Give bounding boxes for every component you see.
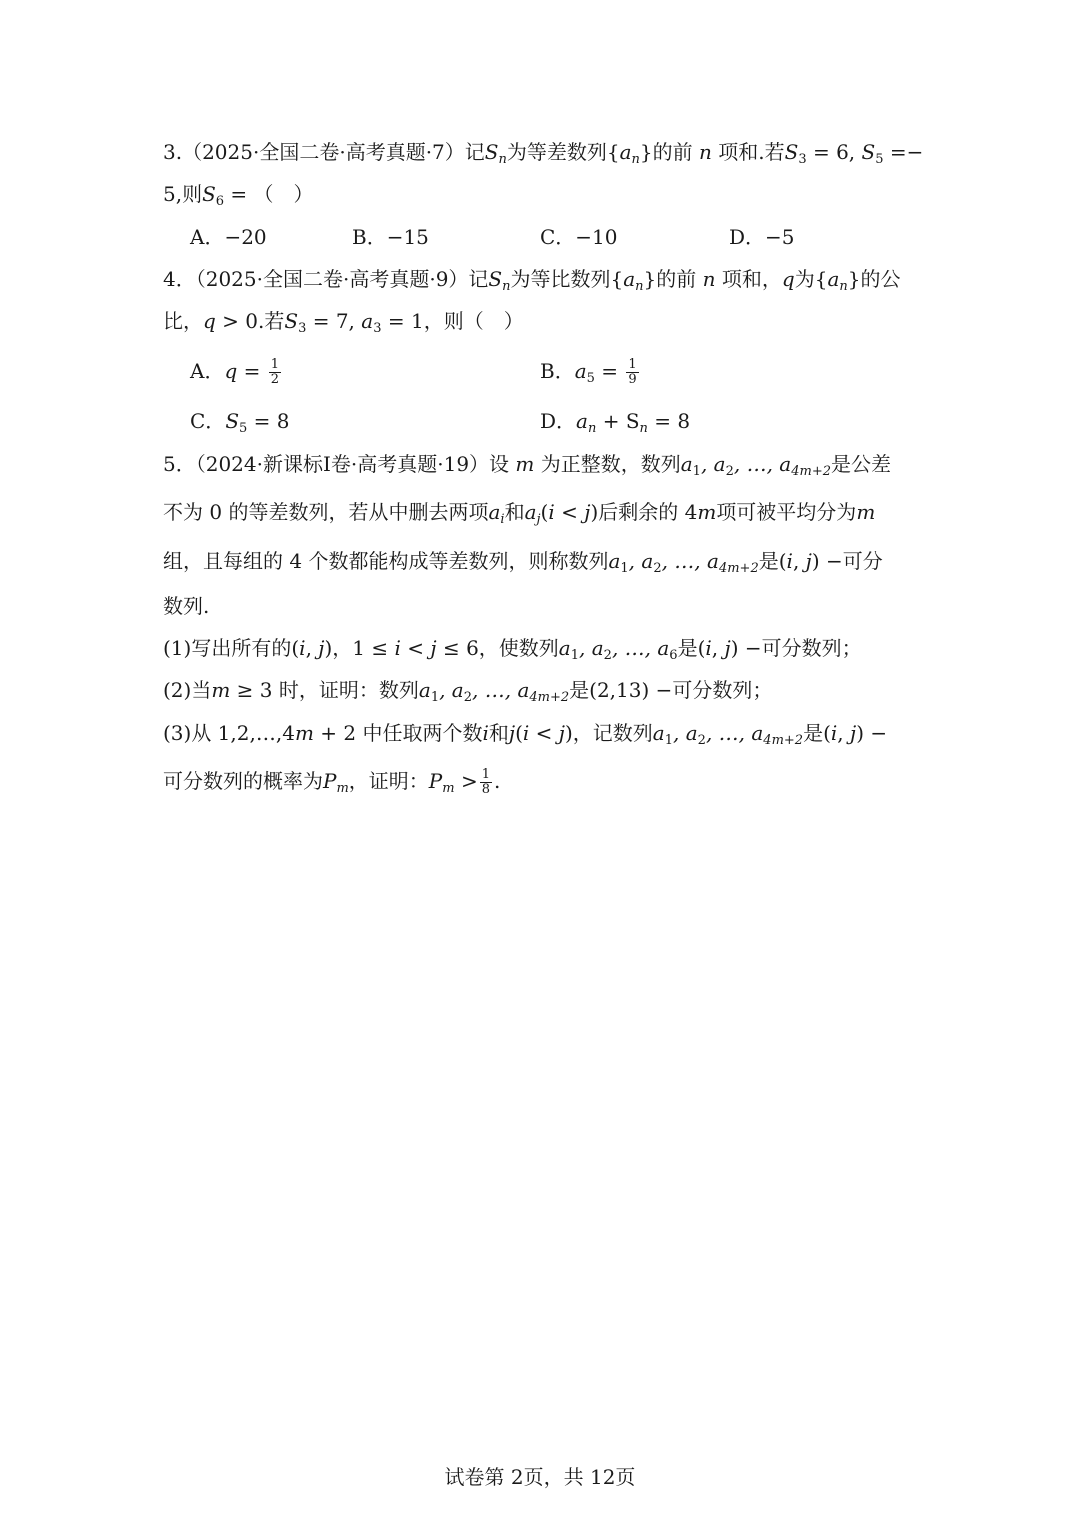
- q4-line2: 比，q > 0.若$S_3 = 7$, $a_3 = 1$，则（ ）: [163, 309, 524, 336]
- q3-line1: 3.（2025·全国二卷·高考真题·7）记$S_n$为等差数列$\{a_n\}$的前 n 项和.若$S_3 = 6$, $S_5$ =−: [163, 140, 924, 167]
- q5-part2: (2)当m ≥ 3 时，证明：数列$a_1$, $a_2$, …, $a_{4m+2}$是(2,13) −可分数列；: [163, 678, 773, 705]
- q4-option-a: A．q = $\frac{1}{2}$: [190, 357, 280, 387]
- q5-line2: 不为 0 的等差数列，若从中删去两项$a_i$和$a_j(i < j)$后剩余的 4m项可被平均分为m: [163, 500, 876, 527]
- q3-line2: 5,则$S_6$ = （ ）: [163, 182, 314, 209]
- q5-part1: (1)写出所有的(i, j)，1 ≤ i < j ≤ 6，使数列$a_1$, $a_2$, …, $a_6$是(i, j) −可分数列；: [163, 636, 862, 663]
- q5-line1: 5．（2024·新课标Ⅰ卷·高考真题·19）设 m 为正整数，数列$a_1$, $a_2$, …, $a_{4m+2}$是公差: [163, 452, 891, 479]
- q5-source: 5．（2024·新课标Ⅰ卷·高考真题·19）设: [163, 452, 516, 476]
- q4-source: 4．（2025·全国二卷·高考真题·9）记: [163, 267, 489, 291]
- q3-option-d: D．−5: [729, 225, 795, 249]
- q5-line4: 数列.: [163, 594, 210, 618]
- q5-part3-cont: 可分数列的概率为$P_m$，证明：$P_m$ > $\frac{1}{8}$ .: [163, 767, 501, 797]
- q4-option-d: D．$a_n + S_n = 8$: [540, 409, 691, 436]
- q3-option-b: B．−15: [352, 225, 429, 249]
- fraction: $\frac{1}{8}$: [481, 767, 490, 797]
- q4-option-c: C．$S_5 = 8$: [190, 409, 290, 436]
- q3-option-c: C．−10: [540, 225, 618, 249]
- q3-option-a: A．−20: [190, 225, 267, 249]
- q3-source: 3.（2025·全国二卷·高考真题·7）记: [163, 140, 485, 164]
- fraction: $\frac{1}{9}$: [628, 357, 637, 387]
- fraction: $\frac{1}{2}$: [270, 357, 280, 387]
- q4-option-b: B．$a_5$ = $\frac{1}{9}$: [540, 357, 637, 387]
- q5-line3: 组，且每组的 4 个数都能构成等差数列，则称数列$a_1$, $a_2$, …, $a_{4m+2}$是(i, j) −可分: [163, 549, 883, 576]
- q5-part3: (3)从 1,2,…,4m + 2 中任取两个数i和j(i < j)，记数列$a_1$, $a_2$, …, $a_{4m+2}$是(i, j) −: [163, 721, 888, 748]
- q4-line1: 4．（2025·全国二卷·高考真题·9）记$S_n$为等比数列$\{a_n\}$的前 n 项和，q为$\{a_n\}$的公: [163, 267, 901, 294]
- page-footer: 试卷第 2页，共 12页: [444, 1465, 636, 1489]
